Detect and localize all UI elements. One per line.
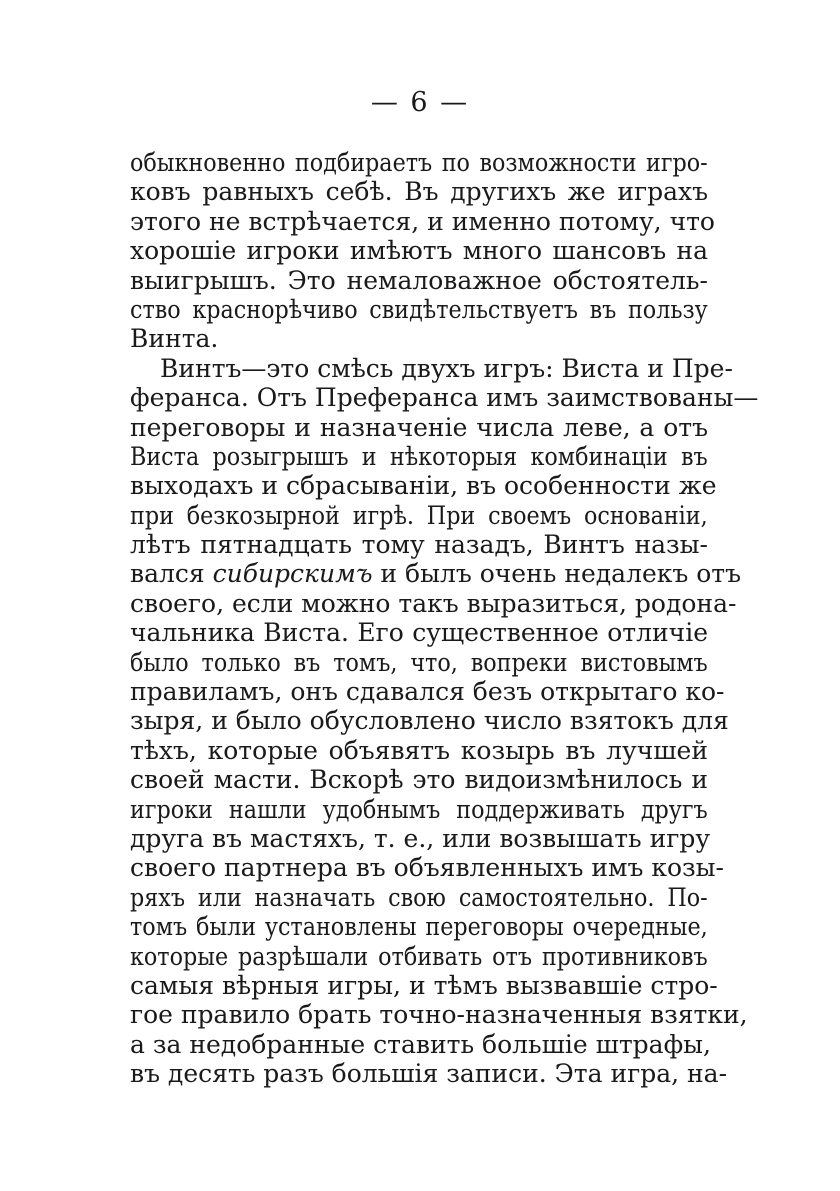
text-line: чальника Виста. Его существенное отличіе [130,618,708,648]
text-line: своей масти. Вскорѣ это видоизмѣнилось и [130,765,708,795]
text-line-with-italic [130,559,742,589]
text-line: а за недобранные ставить большіе штрафы, [130,1029,711,1059]
text-line: при безкозырной игрѣ. При своемъ основаніи, [130,500,708,530]
text-line: феранса. Отъ Преферанса имъ заимствованы— [130,383,759,413]
text-line: ство краснорѣчиво свидѣтельствуетъ въ пользу [130,294,708,324]
text-line: своего партнера въ объявленныхъ имъ козы- [130,853,724,883]
text-line: друга въ мастяхъ, т. е., или возвышать игру [130,823,711,853]
text-line: этого не встрѣчается, и именно потому, что [130,206,715,236]
text-line: выигрышъ. Это немаловажное обстоятель- [130,265,708,295]
text-line: въ десять разъ большія записи. Эта игра, на- [130,1059,728,1089]
text-line: Винтъ—это смѣсь двухъ игръ: Виста и Пре- [160,353,733,383]
text-line: ковъ равныхъ себѣ. Въ другихъ же играхъ [130,177,708,207]
text-line: ряхъ или назначать свою самостоятельно. По- [130,882,708,912]
text-line: гое правило брать точно-назначенныя взятки, [130,1000,748,1030]
text-line: игроки нашли удобнымъ поддерживать другъ [130,794,708,824]
page-number: — 6 — [370,87,470,118]
text-line: было только въ томъ, что, вопреки вистовымъ [130,647,708,677]
text-line: своего, если можно такъ выразиться, родона- [130,588,737,618]
italic-term: сибирскимъ [212,559,373,589]
text-line: зыря, и было обусловлено число взятокъ для [130,706,729,736]
text-line: Виста розыгрышъ и нѣкоторыя комбинаціи въ [130,441,708,471]
body-text [130,148,759,1089]
text-line: лѣтъ пятнадцать тому назадъ, Винтъ назы- [130,530,708,560]
text-fragment: и былъ очень недалекъ отъ [372,559,742,589]
text-line: томъ были установлены переговоры очередные, [130,912,708,942]
text-line: тѣхъ, которые объявятъ козырь въ лучшей [130,735,708,765]
text-line: которые разрѣшали отбивать отъ противниковъ [130,941,708,971]
text-line: выходахъ и сбрасываніи, въ особенности же [130,471,717,501]
text-line: самыя вѣрныя игры, и тѣмъ вызвавшіе стро- [130,970,718,1000]
text-line: Винта. [130,324,219,354]
text-line: правиламъ, онъ сдавался безъ открытаго ко- [130,677,725,707]
text-line: обыкновенно подбираетъ по возможности игро- [130,148,708,177]
text-fragment: вался [130,559,213,589]
text-line: переговоры и назначеніе числа леве, а отъ [130,412,708,442]
text-line: хорошіе игроки имѣютъ много шансовъ на [130,236,708,266]
